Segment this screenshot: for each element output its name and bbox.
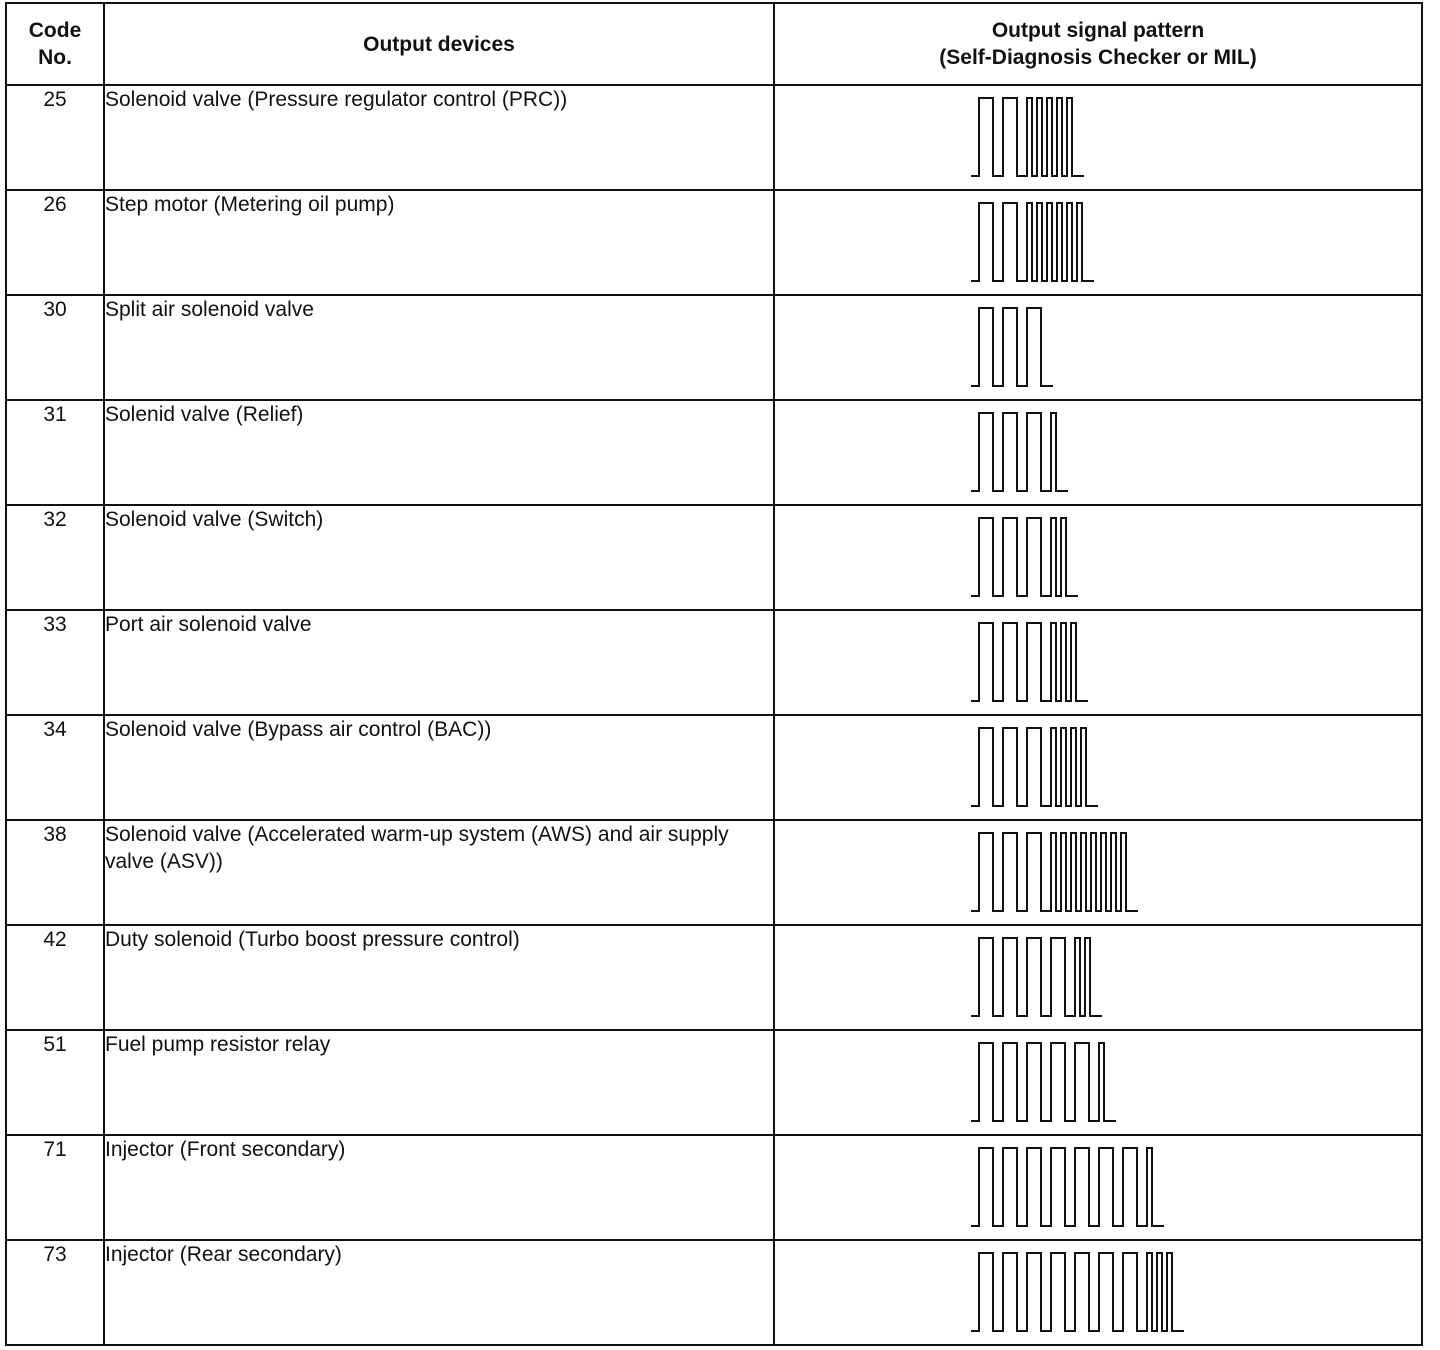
signal-pattern-cell [774, 1135, 1422, 1240]
code-number: 33 [6, 610, 104, 715]
waveform-line [971, 1253, 1184, 1331]
pattern-header-line1: Output signal pattern [991, 19, 1205, 42]
code-number: 32 [6, 505, 104, 610]
code-number: 38 [6, 820, 104, 925]
signal-waveform [970, 516, 1079, 598]
output-device: Duty solenoid (Turbo boost pressure control) [104, 925, 774, 1030]
code-no-header [6, 3, 104, 85]
table-row [6, 1240, 1422, 1345]
table-row [6, 610, 1422, 715]
waveform-line [971, 1148, 1164, 1226]
waveform-line [971, 203, 1094, 281]
code-number: 25 [6, 85, 104, 190]
waveform-line [971, 308, 1053, 386]
output-device: Fuel pump resistor relay [104, 1030, 774, 1135]
output-devices-table [5, 2, 1423, 1346]
signal-waveform [970, 1251, 1185, 1333]
table-row [6, 1030, 1422, 1135]
signal-waveform [970, 831, 1139, 913]
signal-waveform [970, 201, 1095, 283]
output-device: Solenoid valve (Switch) [104, 505, 774, 610]
signal-waveform [970, 306, 1054, 388]
output-device: Step motor (Metering oil pump) [104, 190, 774, 295]
header-row [6, 3, 1422, 85]
waveform-line [971, 98, 1084, 176]
waveform-line [971, 938, 1102, 1016]
signal-pattern-cell [774, 505, 1422, 610]
output-device: Solenoid valve (Pressure regulator control (PRC)) [104, 85, 774, 190]
waveform-line [971, 518, 1078, 596]
signal-waveform [970, 621, 1089, 703]
signal-pattern-cell [774, 925, 1422, 1030]
table-row [6, 400, 1422, 505]
code-header-line1: Code [28, 19, 82, 42]
signal-waveform [970, 726, 1099, 808]
table-row [6, 85, 1422, 190]
output-device: Split air solenoid valve [104, 295, 774, 400]
output-device: Solenid valve (Relief) [104, 400, 774, 505]
table-row [6, 295, 1422, 400]
waveform-line [971, 623, 1088, 701]
table-row [6, 190, 1422, 295]
output-device: Solenoid valve (Bypass air control (BAC)) [104, 715, 774, 820]
signal-pattern-cell [774, 820, 1422, 925]
output-device: Solenoid valve (Accelerated warm-up system (AWS) and air supply valve (ASV)) [104, 820, 774, 925]
signal-pattern-header [774, 3, 1422, 85]
table-row [6, 1135, 1422, 1240]
code-number: 26 [6, 190, 104, 295]
waveform-line [971, 728, 1098, 806]
code-number: 31 [6, 400, 104, 505]
signal-pattern-cell [774, 190, 1422, 295]
signal-pattern-cell [774, 610, 1422, 715]
signal-waveform [970, 1146, 1165, 1228]
signal-pattern-cell [774, 715, 1422, 820]
signal-waveform [970, 411, 1069, 493]
table-row [6, 715, 1422, 820]
output-device: Injector (Rear secondary) [104, 1240, 774, 1345]
code-number: 51 [6, 1030, 104, 1135]
signal-waveform [970, 96, 1085, 178]
code-number: 73 [6, 1240, 104, 1345]
code-number: 42 [6, 925, 104, 1030]
signal-pattern-cell [774, 400, 1422, 505]
signal-waveform [970, 936, 1103, 1018]
waveform-line [971, 833, 1138, 911]
output-device: Port air solenoid valve [104, 610, 774, 715]
waveform-line [971, 413, 1068, 491]
pattern-header-line2: (Self-Diagnosis Checker or MIL) [939, 46, 1257, 69]
signal-waveform [970, 1041, 1117, 1123]
output-devices-header: Output devices [104, 3, 774, 85]
table-row [6, 505, 1422, 610]
output-device: Injector (Front secondary) [104, 1135, 774, 1240]
signal-pattern-cell [774, 85, 1422, 190]
signal-pattern-cell [774, 295, 1422, 400]
signal-pattern-cell [774, 1030, 1422, 1135]
table-body [6, 85, 1422, 1345]
table-row [6, 820, 1422, 925]
signal-pattern-cell [774, 1240, 1422, 1345]
code-header-line2: No. [38, 46, 72, 69]
code-number: 34 [6, 715, 104, 820]
code-number: 71 [6, 1135, 104, 1240]
table-row [6, 925, 1422, 1030]
code-number: 30 [6, 295, 104, 400]
waveform-line [971, 1043, 1116, 1121]
